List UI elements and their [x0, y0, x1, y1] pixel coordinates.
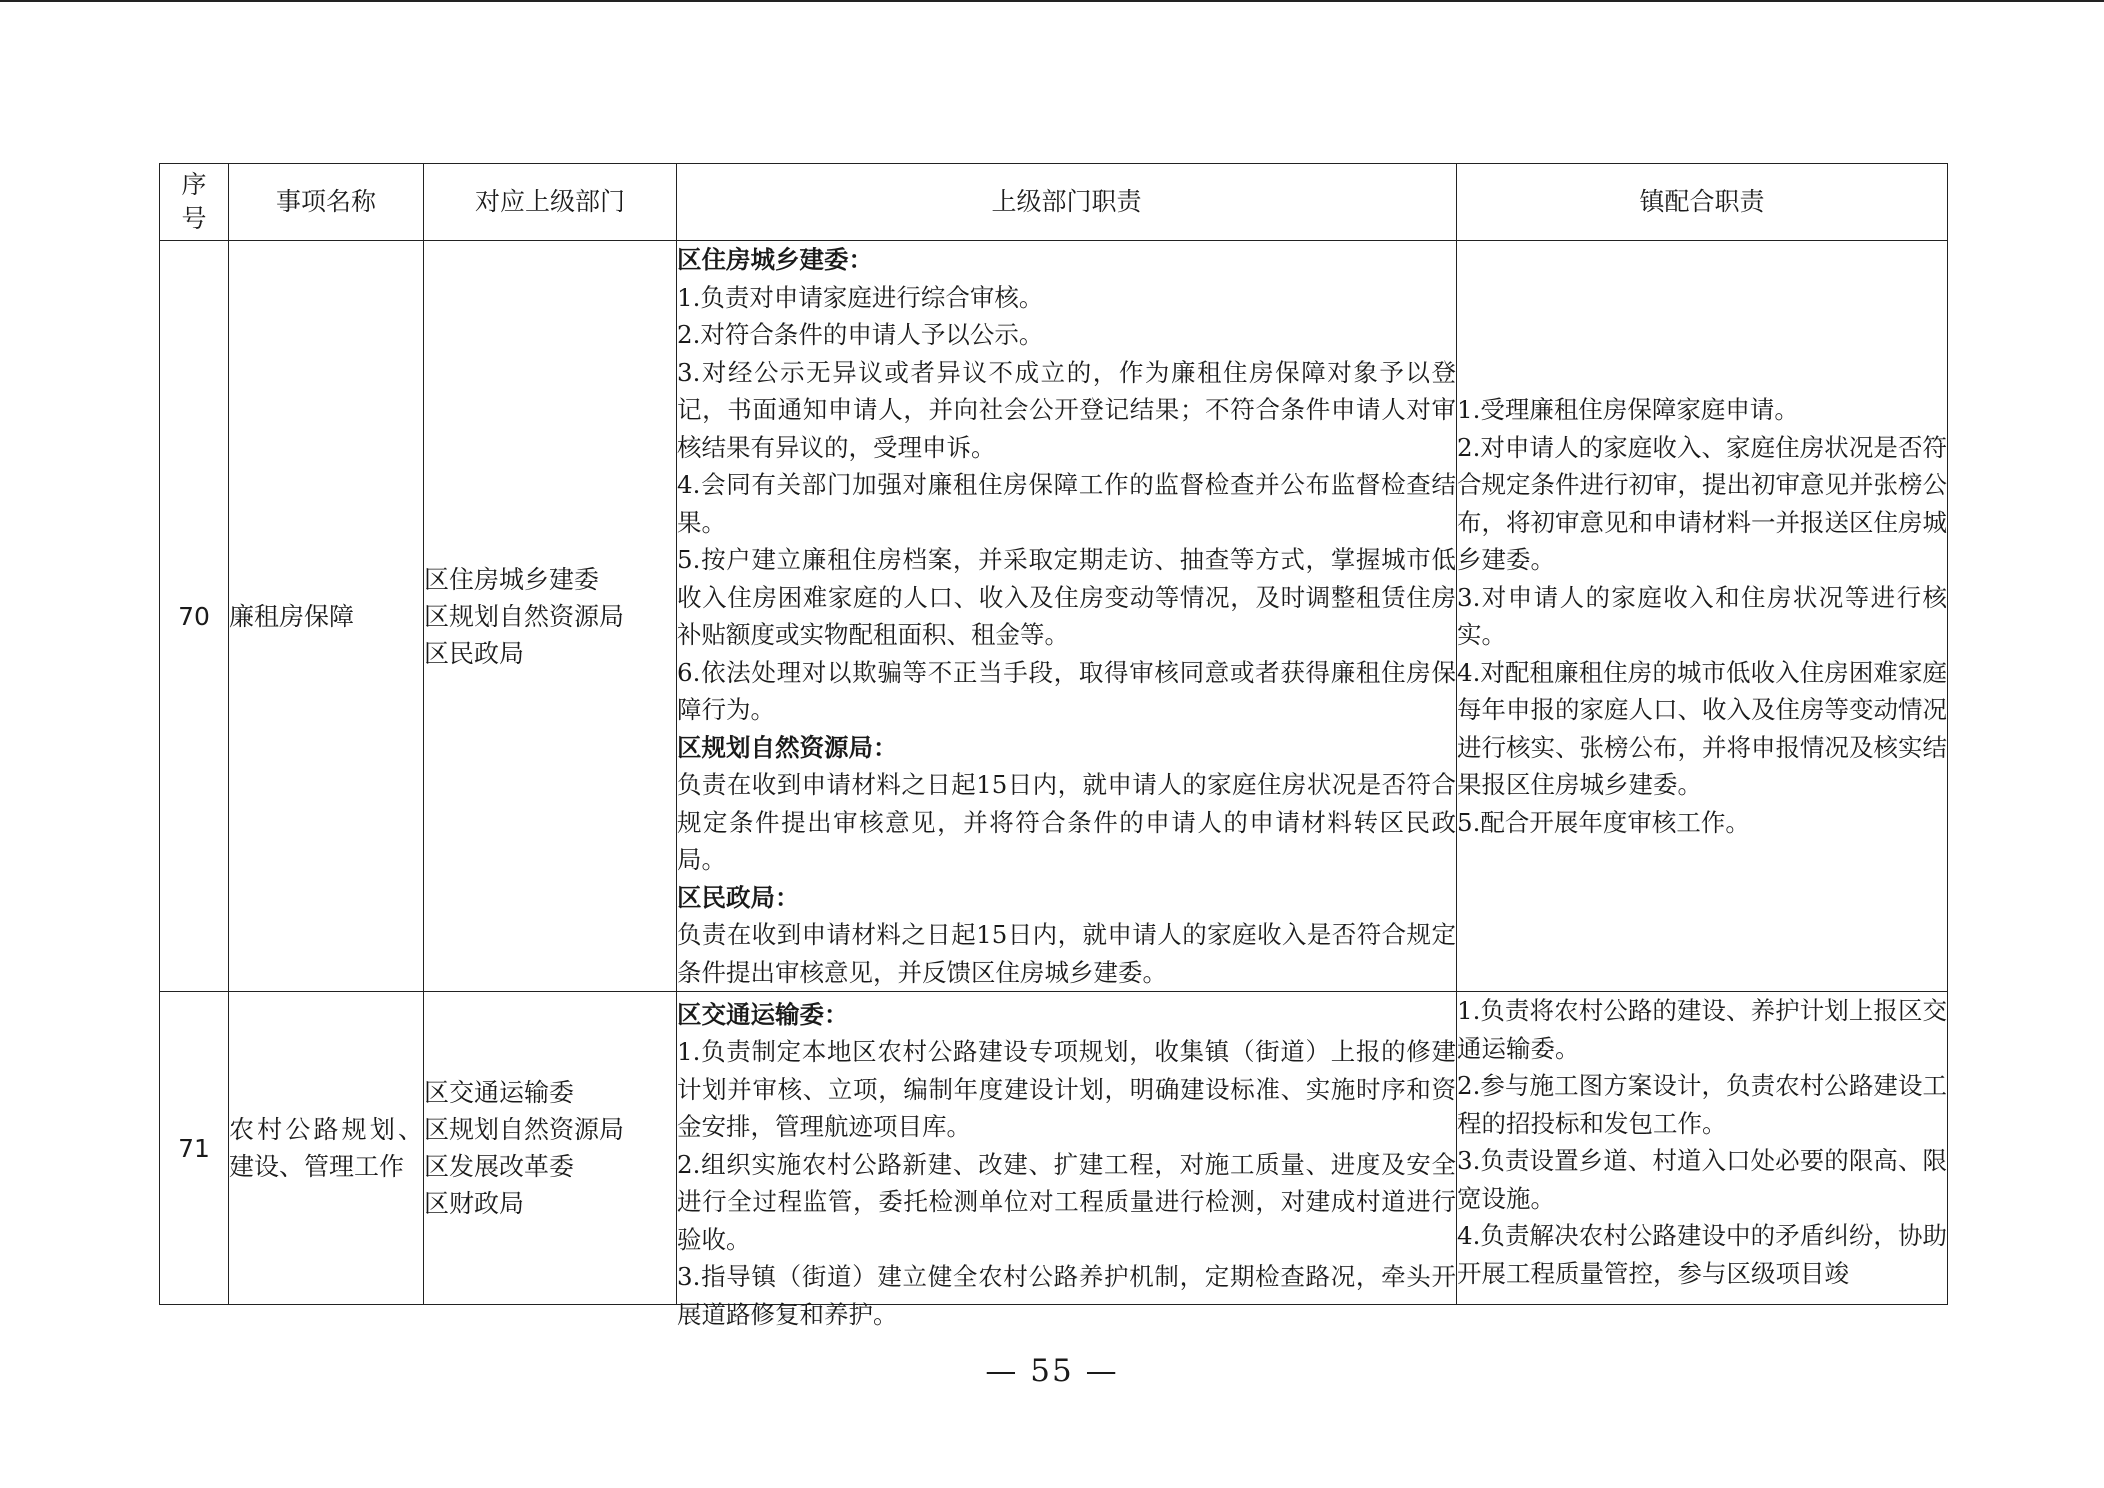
header-no — [160, 164, 229, 241]
page-top-border — [0, 0, 2104, 2]
duty-item: 1.负责对申请家庭进行综合审核。 — [677, 282, 1044, 312]
duty-item: 6.依法处理对以欺骗等不正当手段，取得审核同意或者获得廉租住房保障行为。 — [677, 657, 1456, 724]
upper-dept-heading: 区民政局： — [677, 882, 800, 912]
town-duty-item: 3.负责设置乡道、村道入口处必要的限高、限宽设施。 — [1457, 1146, 1947, 1213]
upper-dept-heading: 区规划自然资源局： — [677, 732, 898, 762]
row-upper-duties — [677, 992, 1457, 1329]
dept-item: 区发展改革委 — [424, 1152, 575, 1181]
town-duty-item: 2.对申请人的家庭收入、家庭住房状况是否符合规定条件进行初审，提出初审意见并张榜公布，将初审意见和申请材料一并报送区住房城乡建委。 — [1457, 432, 1947, 574]
row-town-duties — [1457, 241, 1948, 992]
table-row — [160, 992, 1948, 1305]
duty-item: 2.对符合条件的申请人予以公示。 — [677, 320, 1044, 349]
table-header-row — [160, 164, 1948, 241]
row-no: 70 — [160, 241, 229, 992]
town-duty-item: 2.参与施工图方案设计，负责农村公路建设工程的招投标和发包工作。 — [1457, 1071, 1947, 1138]
town-duty-item: 4.负责解决农村公路建设中的矛盾纠纷，协助开展工程质量管控，参与区级项目竣 — [1457, 1221, 1947, 1288]
row-no: 71 — [160, 992, 229, 1305]
header-upper: 上级部门职责 — [677, 164, 1457, 241]
header-dept: 对应上级部门 — [424, 164, 677, 241]
duty-item: 5.按户建立廉租住房档案，并采取定期走访、抽查等方式，掌握城市低收入住房困难家庭的人口、收入及住房变动等情况，及时调整租赁住房补贴额度或实物配租面积、租金等。 — [677, 545, 1456, 649]
page-number: — 55 — — [985, 1353, 1119, 1389]
row-town-duties — [1457, 992, 1948, 1305]
cell-clip — [1457, 992, 1947, 1292]
header-town: 镇配合职责 — [1457, 164, 1948, 241]
dept-item: 区民政局 — [424, 638, 525, 668]
duty-item: 4.会同有关部门加强对廉租住房保障工作的监督检查并公布监督检查结果。 — [677, 470, 1456, 537]
table-row — [160, 241, 1948, 992]
duty-item: 3.指导镇（街道）建立健全农村公路养护机制，定期检查路况，牵头开展道路修复和养护。 — [677, 1262, 1456, 1329]
dept-item: 区交通运输委 — [424, 1078, 575, 1107]
duty-item: 负责在收到申请材料之日起15日内，就申请人的家庭住房状况是否符合规定条件提出审核意见，并将符合条件的申请人的申请材料转区民政局。 — [677, 770, 1456, 874]
duty-item: 1.负责制定本地区农村公路建设专项规划，收集镇（街道）上报的修建计划并审核、立项，编制年度建设计划，明确建设标准、实施时序和资金安排，管理航迹项目库。 — [677, 1037, 1456, 1141]
duty-item: 2.组织实施农村公路新建、改建、扩建工程，对施工质量、进度及安全进行全过程监管，委托检测单位对工程质量进行检测，对建成村道进行验收。 — [677, 1149, 1456, 1254]
row-depts — [424, 992, 677, 1305]
row-name: 农村公路规划、建设、管理工作 — [229, 992, 424, 1305]
row-upper-duties — [677, 241, 1457, 992]
town-duty-item: 1.受理廉租住房保障家庭申请。 — [1457, 395, 1799, 424]
header-no-label: 序号 — [181, 170, 207, 233]
row-depts — [424, 241, 677, 992]
town-duty-item: 4.对配租廉租住房的城市低收入住房困难家庭每年申报的家庭人口、收入及住房等变动情况进行核实、张榜公布，并将申报情况及核实结果报区住房城乡建委。 — [1457, 657, 1947, 799]
town-duty-item: 5.配合开展年度审核工作。 — [1457, 807, 1750, 837]
duty-item: 负责在收到申请材料之日起15日内，就申请人的家庭收入是否符合规定条件提出审核意见，并反馈区住房城乡建委。 — [677, 920, 1456, 987]
header-name: 事项名称 — [229, 164, 424, 241]
dept-item: 区财政局 — [424, 1189, 525, 1218]
upper-dept-heading: 区交通运输委： — [677, 999, 849, 1029]
dept-item: 区规划自然资源局 — [424, 601, 625, 631]
row-name: 廉租房保障 — [229, 241, 424, 992]
duty-table — [159, 163, 1948, 1329]
dept-item: 区住房城乡建委 — [424, 564, 600, 594]
duty-item: 3.对经公示无异议或者异议不成立的，作为廉租住房保障对象予以登记，书面通知申请人，并向社会公开登记结果；不符合条件申请人对审核结果有异议的，受理申诉。 — [677, 357, 1456, 462]
dept-item: 区规划自然资源局 — [424, 1115, 625, 1144]
cell-clip — [677, 996, 1456, 1329]
town-duty-item: 3.对申请人的家庭收入和住房状况等进行核实。 — [1457, 582, 1947, 649]
upper-dept-heading: 区住房城乡建委： — [677, 245, 873, 274]
town-duty-item: 1.负责将农村公路的建设、养护计划上报区交通运输委。 — [1457, 996, 1947, 1063]
